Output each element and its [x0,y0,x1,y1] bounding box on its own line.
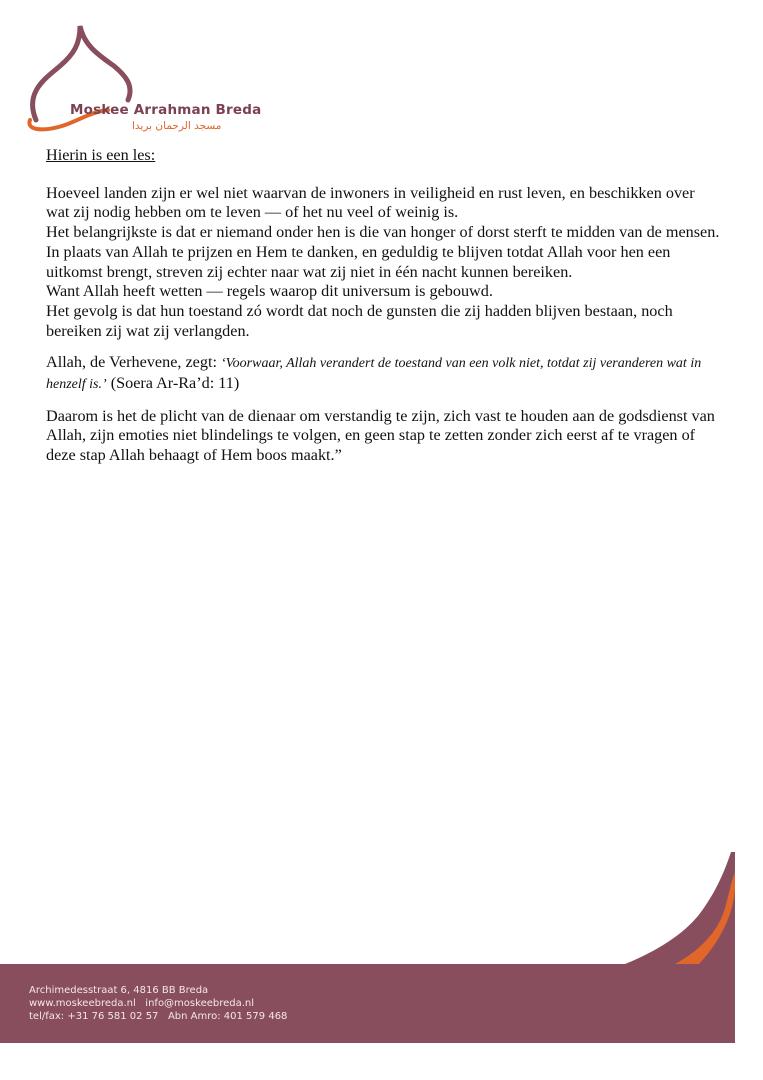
lesson-paragraphs [46,184,722,342]
footer-web-email: www.moskeebreda.nl info@moskeebreda.nl [29,998,255,1009]
paragraph-2: Het belangrijkste is dat er niemand onder hen is die van honger of dorst sterft te midden van de mensen. [46,223,720,242]
quran-quote [46,353,722,394]
lesson-heading: Hierin is een les: [46,146,156,164]
letter-body [46,146,722,466]
quote-reference: (Soera Ar-Ra’d: 11) [106,374,240,393]
footer-bar [0,964,735,1043]
paragraph-1: Hoeveel landen zijn er wel niet waarvan de inwoners in veiligheid en rust leven, en beschikken over wat zij nodig hebben om te leven — of het nu veel of weinig is. [46,183,695,222]
logo-arabic-name: مسجد الرحمان بريدا [132,120,222,132]
paragraph-3: In plaats van Allah te prijzen en Hem te danken, en geduldig te blijven totdat Allah voor hen een uitkomst brengt, streven zij echter naar wat zij niet in één nacht kunnen bereiken. [46,242,671,281]
footer-address: Archimedesstraat 6, 4816 BB Breda [29,985,209,996]
paragraph-5: Het gevolg is dat hun toestand zó wordt dat noch de gunsten die zij hadden blijven bestaan, noch bereiken zij wat zij verlangden. [46,301,673,340]
footer-phone-bank: tel/fax: +31 76 581 02 57 Abn Amro: 401 579 468 [29,1011,288,1022]
paragraph-4: Want Allah heeft wetten — regels waarop dit universum is gebouwd. [46,282,493,301]
mosque-logo [22,22,262,137]
quote-intro: Allah, de Verhevene, zegt: [46,353,221,372]
logo-name: Moskee Arrahman Breda [70,102,262,118]
quote-text: ‘Voorwaar, Allah verandert de toestand van een volk niet, totdat zij veranderen wat in henzelf is.’ [46,356,702,393]
closing-paragraph: Daarom is het de plicht van de dienaar om verstandig te zijn, zich vast te houden aan de godsdienst van Allah, zijn emoties niet blindelings te volgen, en geen stap te zetten zonder zich eerst af te vragen of deze stap Allah behaagt of Hem boos maakt.” [46,406,715,465]
decorative-swoosh-icon [625,852,735,964]
